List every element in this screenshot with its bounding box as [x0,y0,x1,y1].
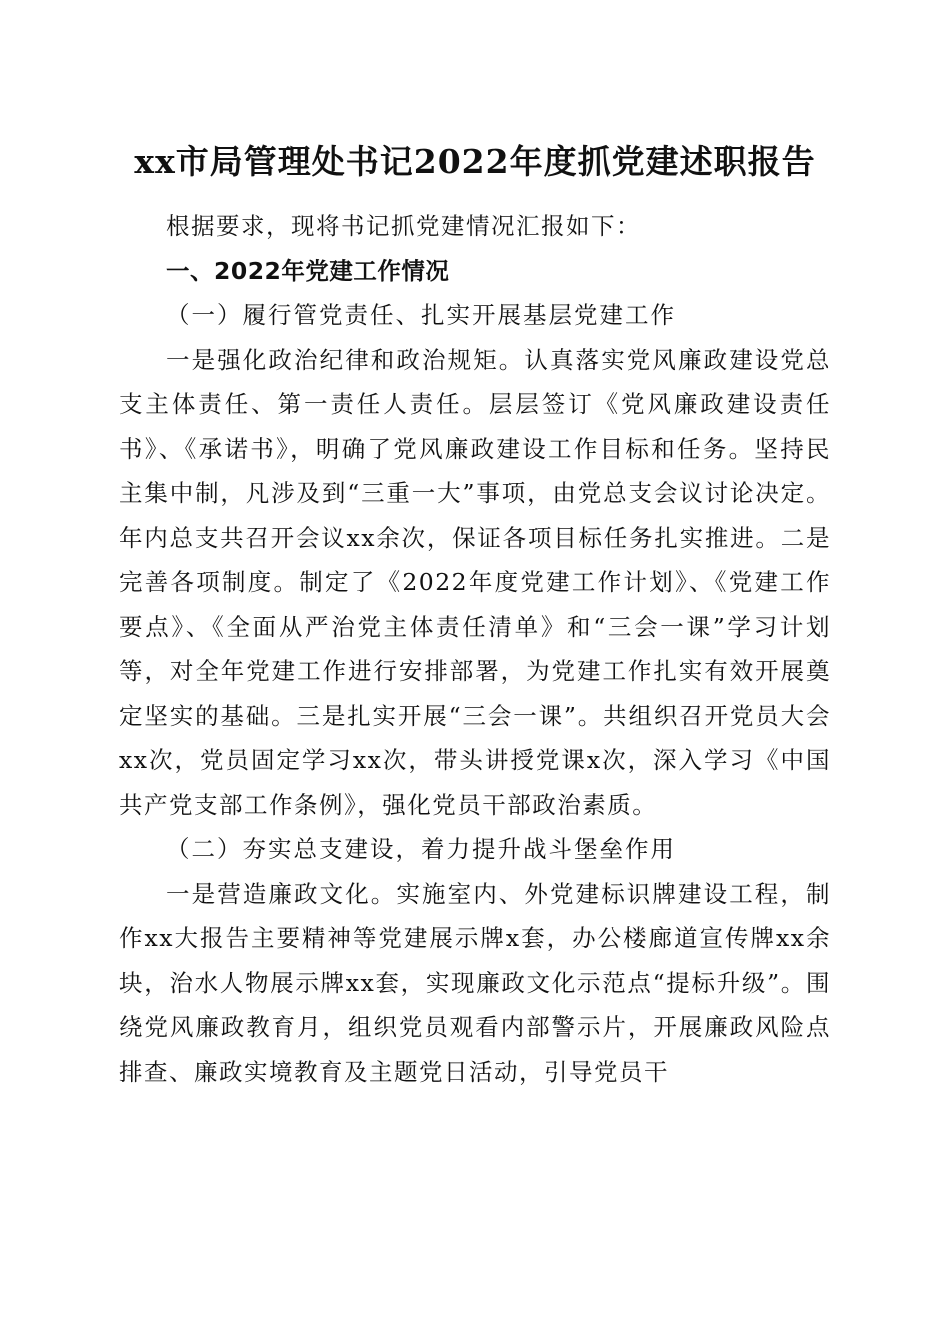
paragraph-body-text: 认真落实党风廉政建设党总支主体责任、第一责任人责任。层层签订《党风廉政建设责任书》、《承诺书》，明确了党风廉政建设工作目标和任务。坚持民主集中制，凡涉及到“三重一大”事项，由党总支会议讨论决定。年内总支共召开会议xx余次，保证各项目标任务扎实推进。二是完善各项制度。制定了《2022年度党建工作计划》、《党建工作要点》、《全面从严治党主体责任清单》和“三会一课”学习计划等，对全年党建工作进行安排部署，为党建工作扎实有效开展奠定坚实的基础。三是扎实开展“三会一课”。共组织召开党员大会xx次，党员固定学习xx次，带头讲授党课x次，深入学习《中国共产党支部工作条例》，强化党员干部政治素质。 [119,345,832,819]
paragraph-lead-phrase: 一是营造廉政文化。 [166,879,397,908]
subsection-heading-1: （一）履行管党责任、扎实开展基层党建工作 [166,301,676,329]
document-title: xx市局管理处书记2022年度抓党建述职报告 [134,142,816,181]
paragraph-integrity-culture [119,872,831,1095]
section-heading-1: 一、2022年党建工作情况 [166,256,450,285]
intro-paragraph: 根据要求，现将书记抓党建情况汇报如下： [166,212,641,240]
document-body [119,204,831,1094]
subsection-heading-2: （二）夯实总支建设，着力提升战斗堡垒作用 [166,835,676,863]
paragraph-party-discipline [119,338,831,828]
paragraph-lead-phrase: 一是强化政治纪律和政治规矩。 [166,345,525,374]
paragraph-body-text: 实施室内、外党建标识牌建设工程，制作xx大报告主要精神等党建展示牌x套，办公楼廊道宣传牌xx余块，治水人物展示牌xx套，实现廉政文化示范点“提标升级”。围绕党风廉政教育月，组织党员观看内部警示片，开展廉政风险点排查、廉政实境教育及主题党日活动，引导党员干 [119,879,832,1086]
